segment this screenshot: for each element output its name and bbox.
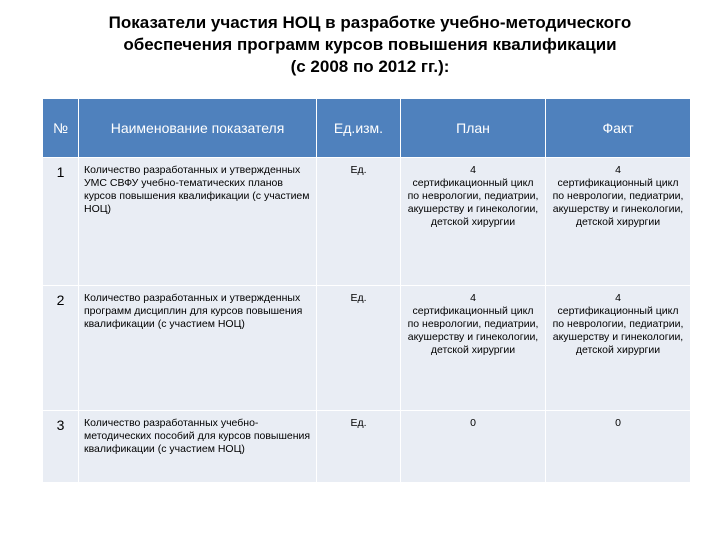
plan-count: 4 [470, 292, 476, 304]
plan-count: 0 [470, 417, 476, 429]
indicator-name: Количество разработанных учебно-методических пособий для курсов повышения квалификации (с участием НОЦ) [79, 411, 317, 483]
title-line-2: обеспечения программ курсов повышения квалификации [123, 35, 617, 54]
fact-text: сертификационный цикл по неврологии, педиатрии, акушерству и гинекологии, детской хирургии [552, 305, 684, 356]
table-row [43, 158, 691, 286]
plan-text: сертификационный цикл по неврологии, педиатрии, акушерству и гинекологии, детской хирургии [407, 305, 539, 356]
header-indicator-name: Наименование показателя [79, 99, 317, 158]
row-number: 1 [43, 158, 79, 286]
plan-text: сертификационный цикл по неврологии, педиатрии, акушерству и гинекологии, детской хирургии [407, 177, 539, 228]
plan-cell [401, 286, 546, 411]
header-number: № [43, 99, 79, 158]
page-title [60, 12, 680, 78]
table-row [43, 286, 691, 411]
plan-cell [401, 158, 546, 286]
indicator-name: Количество разработанных и утвержденных УМС СВФУ учебно-тематических планов курсов повышения квалификации (с участием НОЦ) [79, 158, 317, 286]
title-line-1: Показатели участия НОЦ в разработке учебно-методического [108, 13, 632, 32]
unit-cell: Ед. [317, 411, 401, 483]
fact-count: 4 [615, 164, 621, 176]
header-fact: Факт [546, 99, 691, 158]
row-number: 2 [43, 286, 79, 411]
indicator-name: Количество разработанных и утвержденных программ дисциплин для курсов повышения квалификации (с участием НОЦ) [79, 286, 317, 411]
unit-cell: Ед. [317, 158, 401, 286]
plan-cell [401, 411, 546, 483]
fact-count: 4 [615, 292, 621, 304]
fact-cell [546, 286, 691, 411]
fact-count: 0 [615, 417, 621, 429]
fact-text: сертификационный цикл по неврологии, педиатрии, акушерству и гинекологии, детской хирургии [552, 177, 684, 228]
fact-cell [546, 158, 691, 286]
plan-count: 4 [470, 164, 476, 176]
row-number: 3 [43, 411, 79, 483]
header-plan: План [401, 99, 546, 158]
fact-cell [546, 411, 691, 483]
header-unit: Ед.изм. [317, 99, 401, 158]
title-line-3: (с 2008 по 2012 гг.): [290, 57, 450, 76]
unit-cell: Ед. [317, 286, 401, 411]
table-row [43, 411, 691, 483]
indicators-table [42, 98, 691, 483]
table-header-row [43, 99, 691, 158]
